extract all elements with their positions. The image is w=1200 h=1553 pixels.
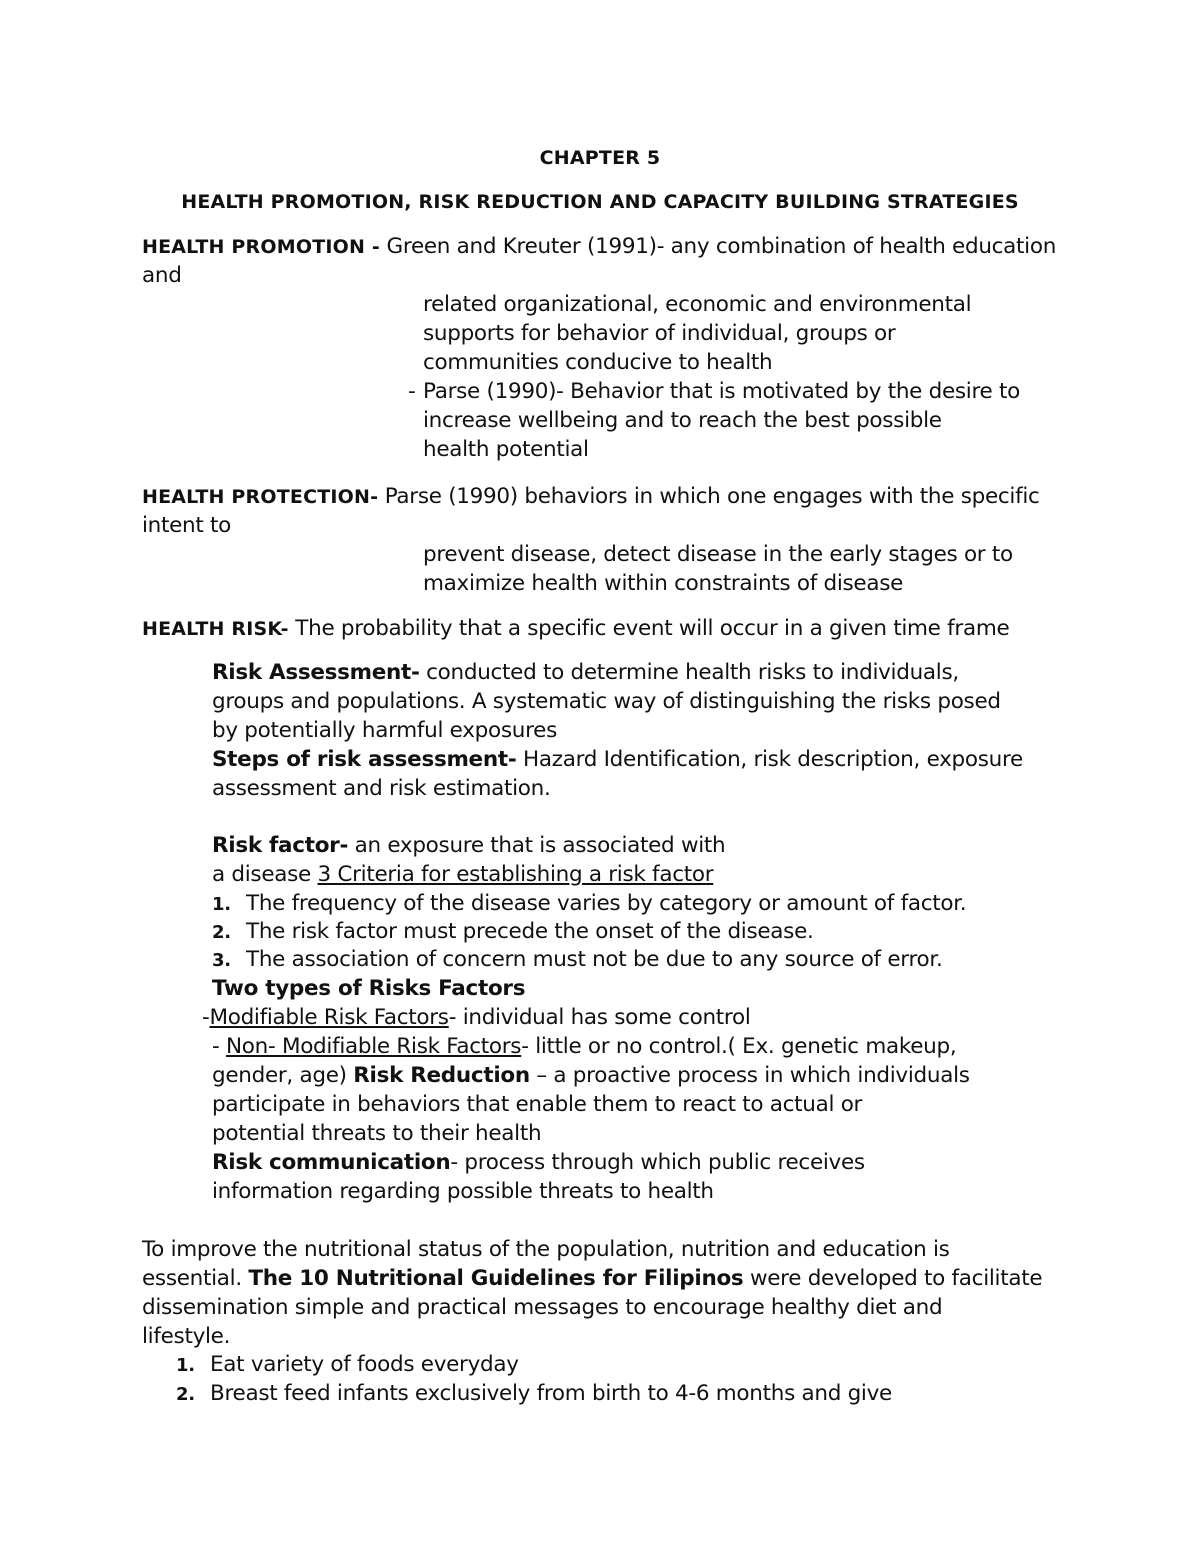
nutrition-line-1: To improve the nutritional status of the population, nutrition and education is: [142, 1237, 950, 1262]
steps-line: [212, 745, 1023, 774]
criteria-number: 1.: [212, 894, 231, 915]
gender-text: gender, age): [212, 1063, 354, 1088]
page-title: HEALTH PROMOTION, RISK REDUCTION AND CAPACITY BUILDING STRATEGIES: [181, 191, 1019, 213]
modifiable-def: - individual has some control: [448, 1005, 751, 1030]
modifiable-term: Modifiable Risk Factors: [209, 1005, 449, 1030]
risk-reduction-term: Risk Reduction: [353, 1063, 530, 1088]
health-risk-line: [142, 614, 1009, 644]
criteria-number: 3.: [212, 950, 231, 971]
health-risk-term: HEALTH RISK-: [142, 618, 289, 640]
protection-line-2: maximize health within constraints of disease: [423, 571, 904, 596]
guideline-item: [176, 1350, 519, 1380]
nutrition-line-3: dissemination simple and practical messages to encourage healthy diet and: [142, 1295, 943, 1320]
promotion-line-1: related organizational, economic and environmental: [423, 292, 972, 317]
chapter-title: CHAPTER 5: [539, 147, 661, 169]
risk-communication-def: - process through which public receives: [450, 1150, 865, 1175]
risk-assessment-term: Risk Assessment-: [212, 660, 420, 685]
risk-factor-line: [212, 831, 725, 860]
health-risk-def: The probability that a specific event will occur in a given time frame: [288, 616, 1010, 641]
criteria-text: The frequency of the disease varies by category or amount of factor.: [246, 891, 967, 916]
guideline-text: Breast feed infants exclusively from birth to 4-6 months and give: [210, 1381, 892, 1406]
steps-def: Hazard Identification, risk description, exposure: [516, 747, 1023, 772]
promotion-line-2: supports for behavior of individual, groups or: [423, 321, 896, 346]
health-promotion-def-cont: and: [142, 263, 182, 288]
health-promotion-term: HEALTH PROMOTION -: [142, 236, 380, 258]
steps-term: Steps of risk assessment-: [212, 747, 517, 772]
risk-assessment-line: [212, 658, 959, 687]
modifiable-line: [202, 1003, 751, 1032]
criteria-text: The association of concern must not be due to any source of error.: [246, 947, 943, 972]
nutrition-guidelines-title: The 10 Nutritional Guidelines for Filipinos: [248, 1266, 744, 1291]
criteria-number: 2.: [212, 922, 231, 943]
non-modifiable-dash: -: [212, 1034, 226, 1059]
risk-factor-def: an exposure that is associated with: [348, 833, 726, 858]
health-promotion-def: Green and Kreuter (1991)- any combination of health education: [379, 234, 1057, 259]
guideline-text: Eat variety of foods everyday: [210, 1352, 519, 1377]
risk-communication-term: Risk communication: [212, 1150, 451, 1175]
criteria-heading: 3 Criteria for establishing a risk factor: [317, 862, 714, 887]
risk-communication-line: [212, 1148, 865, 1177]
nutrition-line-4: lifestyle.: [142, 1324, 231, 1349]
guideline-number: 2.: [176, 1384, 195, 1405]
promotion-parse-line-3: health potential: [423, 437, 589, 462]
non-modifiable-def: - little or no control.( Ex. genetic makeup,: [521, 1034, 957, 1059]
criteria-item: [212, 889, 966, 919]
non-modifiable-line: [212, 1032, 956, 1061]
risk-assessment-def: conducted to determine health risks to individuals,: [419, 660, 959, 685]
criteria-text: The risk factor must precede the onset of the disease.: [246, 919, 814, 944]
risk-reduction-line: [212, 1061, 970, 1090]
health-protection-term: HEALTH PROTECTION-: [142, 486, 379, 508]
promotion-parse-line-1: Parse (1990)- Behavior that is motivated by the desire to: [423, 379, 1020, 404]
risk-communication-cont: information regarding possible threats to health: [212, 1179, 714, 1204]
risk-reduction-line-2: participate in behaviors that enable them to react to actual or: [212, 1092, 863, 1117]
health-promotion-line: [142, 232, 1056, 262]
non-modifiable-term: Non- Modifiable Risk Factors: [226, 1034, 522, 1059]
modifiable-dash: -: [202, 1005, 210, 1030]
protection-line-1: prevent disease, detect disease in the early stages or to: [423, 542, 1013, 567]
risk-reduction-line-3: potential threats to their health: [212, 1121, 542, 1146]
risk-factor-term: Risk factor-: [212, 833, 349, 858]
promotion-line-3: communities conducive to health: [423, 350, 773, 375]
risk-reduction-def: – a proactive process in which individuals: [529, 1063, 970, 1088]
types-heading: Two types of Risks Factors: [212, 976, 526, 1001]
criteria-item: [212, 917, 814, 947]
promotion-bullet: -: [408, 379, 416, 404]
health-protection-line: [142, 482, 1040, 512]
promotion-parse-line-2: increase wellbeing and to reach the best possible: [423, 408, 942, 433]
guideline-item: [176, 1379, 892, 1409]
criteria-line: [212, 860, 713, 889]
risk-assessment-line-2: groups and populations. A systematic way of distinguishing the risks posed: [212, 689, 1001, 714]
health-protection-def-cont: intent to: [142, 513, 232, 538]
criteria-prefix: a disease: [212, 862, 318, 887]
guideline-number: 1.: [176, 1355, 195, 1376]
steps-cont: assessment and risk estimation.: [212, 776, 551, 801]
risk-assessment-line-3: by potentially harmful exposures: [212, 718, 557, 743]
health-protection-def: Parse (1990) behaviors in which one engages with the specific: [378, 484, 1040, 509]
criteria-item: [212, 945, 942, 975]
nutrition-line-2: essential. The 10 Nutritional Guidelines for Filipinos were developed to facilitate: [142, 1266, 1043, 1291]
